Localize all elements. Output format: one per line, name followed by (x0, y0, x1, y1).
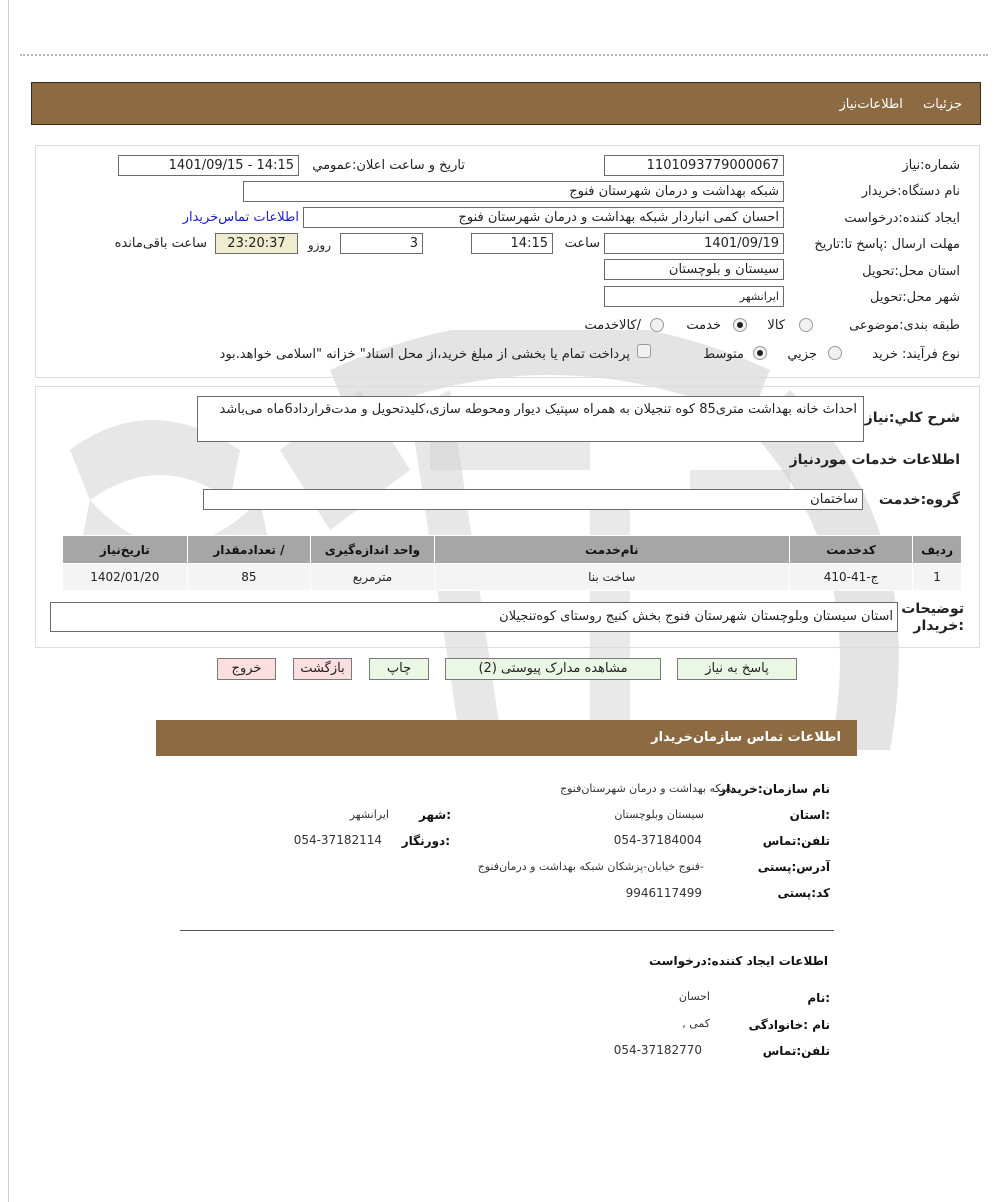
deadline-time-label: ساعت (564, 236, 600, 251)
contact-address-value: -فنوج خیابان-پزشکان شبکه بهداشت و درمان‌فنوج (477, 860, 704, 873)
creator-name-label: :نام (807, 991, 830, 1005)
delivery-province-label: استان محل:تحویل (862, 264, 960, 279)
creator-family-value: کمی , (682, 1017, 710, 1030)
contact-postal-value: 9946117499 (625, 886, 702, 900)
buyer-notes-label: توضیحات :خریدار (901, 601, 964, 634)
creator-phone-label: تلفن:تماس (762, 1044, 830, 1058)
category-label: طبقه بندی:موضوعی (849, 318, 960, 333)
contact-province-value: سیستان وبلوچستان (614, 808, 704, 821)
col-service-name: نام‌خدمت (434, 536, 789, 564)
treasury-checkbox[interactable] (637, 344, 651, 358)
deadline-date-field: 1401/09/19 (604, 233, 784, 254)
creator-name-value: احسان (678, 990, 710, 1003)
exit-button[interactable]: خروج (217, 658, 276, 680)
process-radio-minor[interactable] (828, 346, 842, 360)
need-info-panel (35, 145, 980, 378)
category-option-goods: کالا (767, 318, 785, 333)
cell-row-number: 1 (913, 564, 962, 591)
contact-phone-value: 054-37184004 (613, 833, 702, 847)
buyer-org-field: شبکه بهداشت و درمان شهرستان فنوج (243, 181, 784, 202)
category-radio-goods-service[interactable] (650, 318, 664, 332)
col-need-date: تاریخ‌نیاز (63, 536, 188, 564)
services-table (62, 535, 962, 591)
process-option-medium: متوسط (703, 347, 744, 362)
delivery-province-field: سیستان و بلوچستان (604, 259, 784, 280)
contact-fax-label: :دورنگار (401, 834, 450, 848)
process-option-minor: جزيي (787, 347, 817, 362)
contact-fax-value: 054-37182114 (293, 833, 382, 847)
contact-province-label: :استان (789, 808, 830, 822)
days-field: 3 (340, 233, 423, 254)
contact-city-label: :شهر (419, 808, 451, 822)
category-radio-service[interactable] (733, 318, 747, 332)
remaining-time-label: ساعت باقی‌مانده (114, 236, 207, 251)
print-button[interactable]: چاپ (369, 658, 429, 680)
process-radio-medium[interactable] (753, 346, 767, 360)
days-label: روزو (307, 238, 331, 252)
cell-need-date: 1402/01/20 (63, 564, 188, 591)
delivery-city-field: ایرانشهر (604, 286, 784, 307)
description-label: شرح کلي:نیاز (864, 410, 960, 426)
table-header-row (63, 536, 962, 564)
description-box: احداث خانه بهداشت متری85 کوه تنجیلان به همراه سپتیک دیوار ومحوطه سازی،کلیدتحویل و مدت‌قرارداد6ماه می‌باشد (197, 396, 864, 442)
contact-city-value: ایرانشهر (349, 808, 389, 821)
deadline-label: مهلت ارسال :پاسخ تا:تاریخ (814, 237, 960, 252)
col-service-code: کدخدمت (789, 536, 912, 564)
col-quantity: / تعدادمقدار (187, 536, 310, 564)
announce-datetime-field: 1401/09/15 - 14:15 (118, 155, 299, 176)
cell-service-code: ج-41-410 (789, 564, 912, 591)
page-header-bar (31, 82, 981, 125)
tab-need-info[interactable]: اطلاعات‌نیاز (839, 97, 903, 112)
service-group-field: ساختمان (203, 489, 863, 510)
delivery-city-label: شهر محل:تحویل (870, 290, 960, 305)
deadline-time-field: 14:15 (471, 233, 553, 254)
category-option-service: خدمت (686, 318, 721, 333)
creator-family-label: نام :خانوادگی (748, 1018, 830, 1032)
cell-unit: مترمربع (311, 564, 435, 591)
col-row-number: ردیف (913, 536, 962, 564)
cell-service-name: ساخت بنا (434, 564, 789, 591)
tab-details[interactable]: جزئیات (923, 97, 962, 112)
buyer-org-label: نام دستگاه:خریدار (861, 184, 960, 199)
category-radio-goods[interactable] (799, 318, 813, 332)
contact-org-label: نام سازمان:خریدار (719, 782, 830, 796)
service-group-label: گروه:خدمت (878, 492, 960, 508)
creator-section-title: اطلاعات ایجاد کننده:درخواست (648, 954, 828, 968)
contact-address-label: آدرس:پستی (757, 860, 830, 874)
reply-button[interactable]: پاسخ به نیاز (677, 658, 797, 680)
contact-section-header: اطلاعات تماس سازمان‌خریدار (156, 720, 857, 756)
creator-phone-value: 054-37182770 (613, 1043, 702, 1057)
cell-quantity: 85 (187, 564, 310, 591)
contact-postal-label: کد:پستی (777, 886, 830, 900)
top-divider (20, 54, 988, 56)
section-divider (180, 930, 834, 931)
category-option-goods-service: /کالاخدمت (584, 318, 641, 333)
need-number-field: 1101093779000067 (604, 155, 784, 176)
contact-org-value: شبکه بهداشت و درمان شهرستان‌فنوج (559, 782, 734, 795)
table-row (63, 564, 962, 591)
announce-label: تاریخ و ساعت اعلان:عمومي (312, 158, 465, 173)
back-button[interactable]: بازگشت (293, 658, 352, 680)
services-heading: اطلاعات خدمات موردنیاز (789, 452, 960, 468)
left-border (8, 0, 9, 1202)
view-attachments-button[interactable]: مشاهده مدارک پیوستی (2) (445, 658, 661, 680)
creator-field: احسان کمی انباردار شبکه بهداشت و درمان شهرستان فنوج (303, 207, 784, 228)
creator-label: ایجاد کننده:درخواست (844, 211, 960, 226)
contact-phone-label: تلفن:تماس (762, 834, 830, 848)
buyer-contact-link[interactable]: اطلاعات تماس‌خریدار (182, 210, 299, 225)
countdown-timer: 23:20:37 (215, 233, 298, 254)
buyer-notes-box: استان سیستان وبلوچستان شهرستان فنوج بخش کنیج روستای کوه‌تنجیلان (50, 602, 898, 632)
treasury-checkbox-label: پرداخت تمام یا بخشی از مبلغ خرید،از محل اسناد" خزانه "اسلامی خواهد.بود (219, 347, 630, 362)
process-type-label: نوع فرآیند: خرید (872, 347, 960, 362)
need-number-label: شماره:نیاز (902, 158, 960, 173)
col-unit: واحد اندازه‌گیری (311, 536, 435, 564)
